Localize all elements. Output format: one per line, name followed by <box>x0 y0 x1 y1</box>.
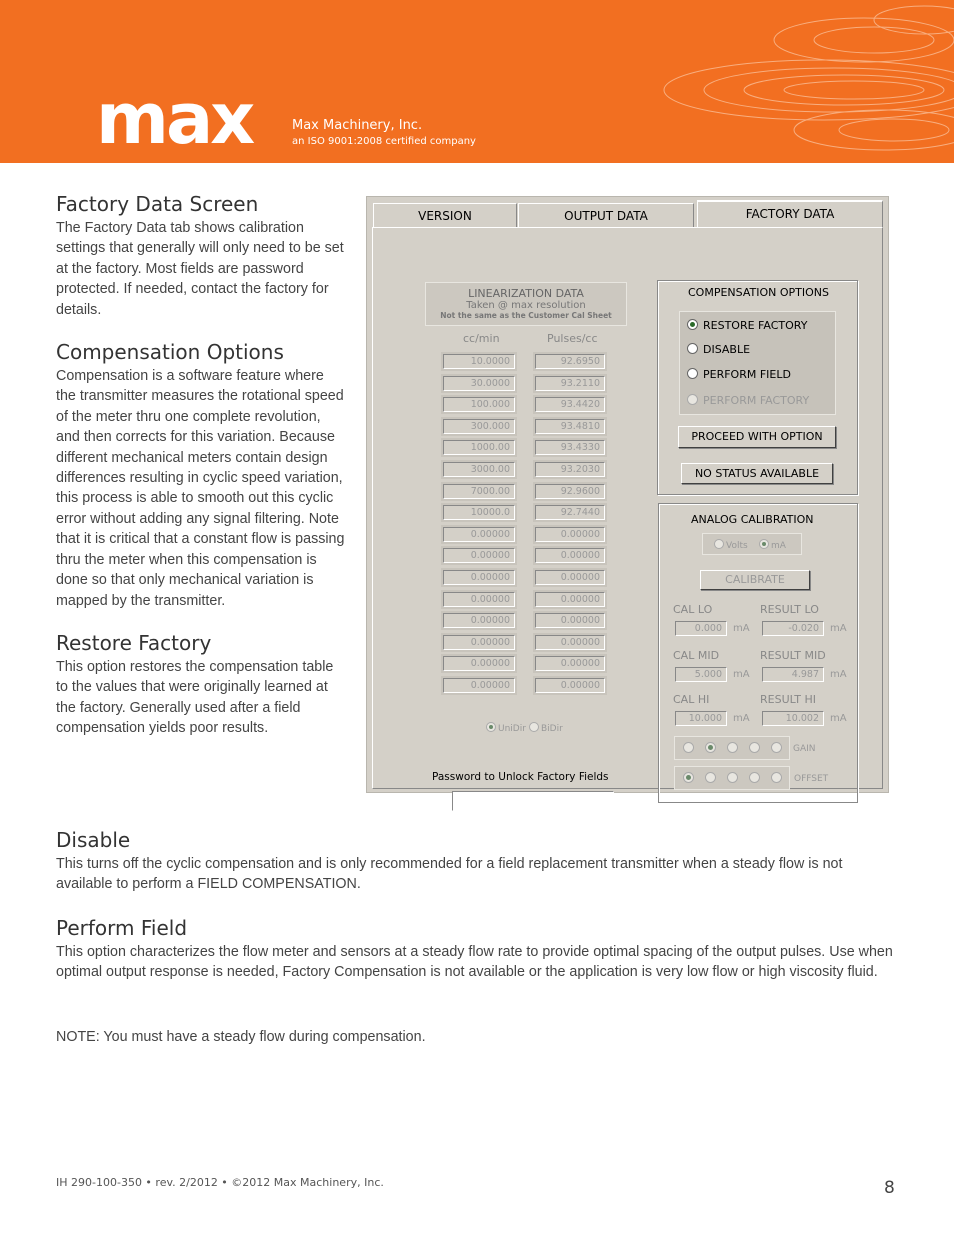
radio-dot-icon <box>687 368 698 379</box>
ccmin-cell[interactable]: 0.00000 <box>443 678 515 693</box>
bidir-radio[interactable] <box>529 722 563 734</box>
cal-mid-input[interactable]: 5.000 <box>675 667 727 682</box>
volts-label: Volts <box>726 541 748 551</box>
pulses-cell[interactable]: 93.4420 <box>535 397 605 412</box>
pulses-cell[interactable]: 0.00000 <box>535 656 605 671</box>
pulses-cell[interactable]: 0.00000 <box>535 635 605 650</box>
pulses-cell[interactable]: 92.9600 <box>535 484 605 499</box>
section-text: Compensation is a software feature where the transmitter measures the rotational speed of the meter thru one complete revolution, and then corrects for this variation. Because different mechanical meters contain design differences resulting in cyclic speed variation, this process is able to smooth out this cyclic error without adding any signal filtering. Note that it is critical that a constant flow is passing thru the meter when this compensation is done so that only mechanical variation is mapped by the transmitter. <box>56 368 345 609</box>
offset-radio-5[interactable] <box>771 772 782 783</box>
radio-dot-icon <box>714 539 724 549</box>
linearization-header <box>425 282 627 326</box>
page-header <box>0 0 954 163</box>
ccmin-cell[interactable]: 3000.00 <box>443 462 515 477</box>
result-lo-label: RESULT LO <box>760 603 819 616</box>
unit-label: mA <box>733 623 750 634</box>
gain-radio-1[interactable] <box>683 742 694 753</box>
max-logo: max <box>96 78 253 160</box>
gain-radio-3[interactable] <box>727 742 738 753</box>
pulses-cell[interactable]: 0.00000 <box>535 548 605 563</box>
offset-radio-3[interactable] <box>727 772 738 783</box>
radio-dot-icon <box>687 394 698 405</box>
pulses-cell[interactable]: 0.00000 <box>535 527 605 542</box>
unit-label: mA <box>733 713 750 724</box>
unit-label: mA <box>830 623 847 634</box>
proceed-with-option-button[interactable]: PROCEED WITH OPTION <box>678 426 836 448</box>
section-title: Perform Field <box>56 916 188 940</box>
ccmin-cell[interactable]: 7000.00 <box>443 484 515 499</box>
cal-lo-label: CAL LO <box>673 603 713 616</box>
tab-body <box>372 227 883 789</box>
company-tagline: an ISO 9001:2008 certified company <box>292 136 476 147</box>
tab-version[interactable]: VERSION <box>373 203 517 227</box>
ccmin-cell[interactable]: 30.0000 <box>443 376 515 391</box>
compensation-title: COMPENSATION OPTIONS <box>688 286 829 299</box>
radio-dot-icon <box>486 722 496 732</box>
offset-radio-4[interactable] <box>749 772 760 783</box>
section-disable <box>56 828 896 895</box>
section-text: This option characterizes the flow meter and sensors at a steady flow rate to provide optimal spacing of the output pulses. Use when optimal output response is needed, Factory Compensation is not available or the application is very low flow or high viscosity fluid. <box>56 944 893 981</box>
ccmin-cell[interactable]: 0.00000 <box>443 592 515 607</box>
section-factory-data <box>56 192 346 320</box>
volts-radio[interactable] <box>714 539 748 551</box>
analog-title: ANALOG CALIBRATION <box>691 513 814 526</box>
section-perform-field <box>56 916 896 983</box>
radio-dot-icon <box>529 722 539 732</box>
left-column <box>56 192 346 759</box>
perform-field-radio[interactable] <box>687 368 791 381</box>
radio-dot-icon <box>687 319 698 330</box>
password-input[interactable] <box>452 791 614 811</box>
pulses-cell[interactable]: 0.00000 <box>535 592 605 607</box>
unit-label: mA <box>830 713 847 724</box>
gain-label: GAIN <box>793 744 816 754</box>
cal-mid-label: CAL MID <box>673 649 720 662</box>
ccmin-cell[interactable]: 1000.00 <box>443 440 515 455</box>
ccmin-header: cc/min <box>463 332 500 345</box>
ccmin-cell[interactable]: 0.00000 <box>443 527 515 542</box>
ma-radio[interactable] <box>759 539 786 551</box>
status-display: NO STATUS AVAILABLE <box>681 463 833 484</box>
option-label: PERFORM FACTORY <box>703 394 810 407</box>
linearization-subtitle: Taken @ max resolution <box>466 300 586 311</box>
disable-radio[interactable] <box>687 343 750 356</box>
restore-factory-radio[interactable] <box>687 319 807 332</box>
result-hi-label: RESULT HI <box>760 693 816 706</box>
section-text: This option restores the compensation table to the values that were originally learned at the factory. Generally used after a field compensation yields poor results. <box>56 658 334 737</box>
pulses-cell[interactable]: 0.00000 <box>535 678 605 693</box>
page-number: 8 <box>884 1178 895 1198</box>
unidir-label: UniDir <box>498 724 526 734</box>
pulses-cell[interactable]: 0.00000 <box>535 570 605 585</box>
tab-factory-data[interactable]: FACTORY DATA <box>697 200 883 229</box>
tab-output-data[interactable]: OUTPUT DATA <box>518 203 694 227</box>
result-mid-value: 4.987 <box>762 667 824 682</box>
gain-radio-2[interactable] <box>705 742 716 753</box>
factory-data-screenshot <box>366 196 889 793</box>
section-title: Compensation Options <box>56 340 284 365</box>
wave-decoration-icon <box>624 0 954 163</box>
pulses-cell[interactable]: 92.6950 <box>535 354 605 369</box>
offset-radio-1[interactable] <box>683 772 694 783</box>
ccmin-cell[interactable]: 0.00000 <box>443 570 515 585</box>
section-restore-factory <box>56 631 346 739</box>
gain-radio-4[interactable] <box>749 742 760 753</box>
pulses-cell[interactable]: 93.2110 <box>535 376 605 391</box>
result-hi-value: 10.002 <box>762 711 824 726</box>
result-lo-value: -0.020 <box>762 621 824 636</box>
unidir-radio[interactable] <box>486 722 526 734</box>
ccmin-cell[interactable]: 0.00000 <box>443 656 515 671</box>
pulses-header: Pulses/cc <box>547 332 598 345</box>
ccmin-cell[interactable]: 300.000 <box>443 419 515 434</box>
offset-label: OFFSET <box>794 774 829 784</box>
ccmin-cell[interactable]: 100.000 <box>443 397 515 412</box>
cal-lo-input[interactable]: 0.000 <box>675 621 727 636</box>
ma-label: mA <box>771 541 786 551</box>
ccmin-cell[interactable]: 0.00000 <box>443 635 515 650</box>
option-label: RESTORE FACTORY <box>703 319 808 332</box>
option-label: PERFORM FIELD <box>703 368 791 381</box>
result-mid-label: RESULT MID <box>760 649 826 662</box>
section-title: Restore Factory <box>56 630 212 655</box>
ccmin-cell[interactable]: 10.0000 <box>443 354 515 369</box>
footer-doc-info: IH 290-100-350 • rev. 2/2012 • ©2012 Max Machinery, Inc. <box>56 1176 384 1189</box>
gain-radio-5[interactable] <box>771 742 782 753</box>
pulses-cell[interactable]: 93.4330 <box>535 440 605 455</box>
cal-hi-label: CAL HI <box>673 693 710 706</box>
perform-factory-radio[interactable] <box>687 394 809 407</box>
pulses-cell[interactable]: 0.00000 <box>535 613 605 628</box>
note <box>56 1027 896 1047</box>
option-label: DISABLE <box>703 343 751 356</box>
ccmin-cell[interactable]: 0.00000 <box>443 613 515 628</box>
pulses-cell[interactable]: 93.2030 <box>535 462 605 477</box>
radio-dot-icon <box>759 539 769 549</box>
section-text: The Factory Data tab shows calibration settings that generally will only need to be set at the factory. Most fields are password protected. If needed, contact the factory for details. <box>56 220 344 318</box>
linearization-title: LINEARIZATION DATA <box>468 287 584 300</box>
section-text: This turns off the cyclic compensation and is only recommended for a field replacement transmitter when a steady flow is not available to perform a FIELD COMPENSATION. <box>56 856 843 893</box>
ccmin-cell[interactable]: 0.00000 <box>443 548 515 563</box>
unit-label: mA <box>733 669 750 680</box>
unit-label: mA <box>830 669 847 680</box>
cal-hi-input[interactable]: 10.000 <box>675 711 727 726</box>
radio-dot-icon <box>687 343 698 354</box>
note-text: NOTE: You must have a steady flow during compensation. <box>56 1029 426 1045</box>
offset-radio-2[interactable] <box>705 772 716 783</box>
bidir-label: BiDir <box>541 724 563 734</box>
pulses-cell[interactable]: 92.7440 <box>535 505 605 520</box>
ccmin-cell[interactable]: 10000.0 <box>443 505 515 520</box>
section-title: Factory Data Screen <box>56 192 259 216</box>
company-name: Max Machinery, Inc. <box>292 118 423 133</box>
linearization-note: Not the same as the Customer Cal Sheet <box>440 311 612 320</box>
pulses-cell[interactable]: 93.4810 <box>535 419 605 434</box>
calibrate-button[interactable]: CALIBRATE <box>700 570 810 590</box>
password-label: Password to Unlock Factory Fields <box>432 771 609 783</box>
section-title: Disable <box>56 828 131 852</box>
section-compensation-options <box>56 340 346 611</box>
